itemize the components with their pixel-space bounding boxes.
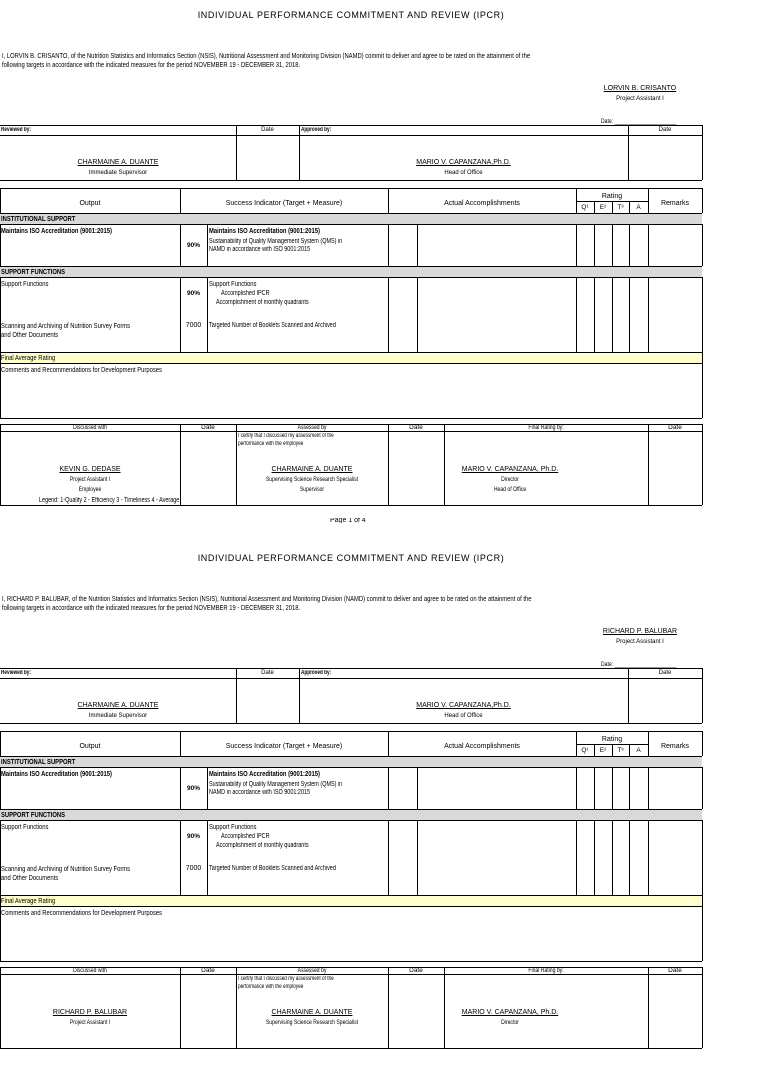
employee-signature-role: Employee (78, 486, 102, 493)
employee-signature-name: RICHARD P. BALUBAR (52, 1009, 128, 1016)
row-scanning-output-line-1: Scanning and Archiving of Nutrition Survey Forms (1, 864, 131, 873)
discussed-with-label: Discussed with (73, 967, 107, 974)
employee-signature-position: Project Assistant I (69, 476, 111, 483)
final-rater-position: Director (501, 1019, 519, 1026)
support-functions-band (0, 266, 702, 277)
col-t-header: T³ (617, 747, 624, 754)
employee-position: Project Assistant I (616, 639, 664, 645)
row-iso-target: 90% (186, 242, 200, 249)
assessor-position: Supervising Science Research Specialist (265, 476, 359, 483)
row-scanning-target: 7000 (185, 865, 202, 872)
col-actual-accomplishments-header: Actual Accomplishments (444, 200, 520, 207)
page-number: Page 1 of 4 (330, 518, 366, 523)
row-scanning-output-line-2: and Other Documents (1, 873, 59, 882)
final-average-rating-label: Final Average Rating (1, 896, 56, 905)
row-scanning-output-line-2: and Other Documents (1, 330, 59, 339)
certify-line-2: performance with the employee (238, 984, 304, 990)
ipcr-form-2 (0, 543, 768, 1083)
approver-name: MARIO V. CAPANZANA,Ph.D. (416, 702, 511, 709)
col-remarks-header: Remarks (660, 200, 689, 207)
row-iso-output: Maintains ISO Accreditation (9001:2015) (1, 226, 112, 235)
row-iso-indicator-line-1: Sustainability of Quality Management System (QMS) in (209, 238, 343, 245)
discussed-with-label: Discussed with (73, 424, 107, 431)
final-date-label: Date (668, 967, 682, 974)
row-iso-output: Maintains ISO Accreditation (9001:2015) (1, 769, 112, 778)
col-output-header: Output (79, 200, 101, 207)
final-rater-position: Director (501, 476, 519, 483)
row-support-indicator-line-1: Accomplished IPCR (221, 833, 270, 840)
row-support-output: Support Functions (1, 279, 49, 288)
row-support-indicator-title: Support Functions (209, 279, 257, 288)
final-rating-by-label: Final Rating by: (528, 424, 564, 431)
section-support-functions: SUPPORT FUNCTIONS (1, 267, 66, 276)
col-output-header: Output (79, 743, 101, 750)
approver-position: Head of Office (444, 713, 483, 719)
intro-line-2: following targets in accordance with the indicated measures for the period NOVEMBER 19 - DECEMBER 31, 2018. (2, 603, 301, 612)
intro-line-2: following targets in accordance with the indicated measures for the period NOVEMBER 19 - DECEMBER 31, 2018. (2, 60, 301, 69)
form-title: INDIVIDUAL PERFORMANCE COMMITMENT AND REVIEW (IPCR) (197, 10, 505, 20)
certify-line-1: I certify that I discussed my assessment of the (238, 433, 334, 439)
assessor-name: CHARMAINE A. DUANTE (271, 1009, 353, 1016)
final-average-band (0, 352, 702, 363)
final-rater-role: Head of Office (493, 486, 527, 493)
col-e-header: E² (599, 747, 607, 754)
row-support-output: Support Functions (1, 822, 49, 831)
section-institutional-support: INSTITUTIONAL SUPPORT (1, 757, 76, 766)
section-support-functions: SUPPORT FUNCTIONS (1, 810, 66, 819)
legend: Legend: 1-Quality 2 - Efficiency 3 - Timeliness 4 - Average (39, 497, 180, 504)
col-success-indicator-header: Success Indicator (Target + Measure) (225, 743, 343, 750)
comments-label: Comments and Recommendations for Development Purposes (1, 365, 162, 374)
approval-date-label: Date (658, 670, 672, 676)
assessor-position: Supervising Science Research Specialist (265, 1019, 359, 1026)
reviewer-name: CHARMAINE A. DUANTE (77, 702, 159, 709)
col-q-header: Q¹ (581, 204, 589, 211)
approver-name: MARIO V. CAPANZANA,Ph.D. (416, 159, 511, 166)
col-e-header: E² (599, 204, 607, 211)
assessor-name: CHARMAINE A. DUANTE (271, 466, 353, 473)
row-support-target: 90% (186, 290, 200, 297)
certify-line-1: I certify that I discussed my assessment of the (238, 976, 334, 982)
intro-line-1: I, LORVIN B. CRISANTO, of the Nutrition Statistics and Informatics Section (NSIS), Nutritional Assessment and Monitoring Division (NAMD) commit to deliver and agree to be rated on the attainment of the (2, 51, 531, 60)
row-support-target: 90% (186, 833, 200, 840)
discussed-date-label: Date (201, 424, 215, 431)
col-remarks-header: Remarks (660, 743, 689, 750)
ipcr-form-1 (0, 0, 768, 540)
discussed-date-label: Date (201, 967, 215, 974)
employee-signature-name: KEVIN G. DEDASE (59, 466, 121, 473)
review-date-label: Date (261, 670, 274, 676)
final-rater-name: MARIO V. CAPANZANA, Ph.D. (461, 466, 559, 473)
col-a-header: A (636, 747, 641, 754)
reviewer-position: Immediate Supervisor (88, 170, 148, 176)
employee-name: RICHARD P. BALUBAR (602, 628, 678, 635)
reviewed-by-label: Reviewed by: (1, 127, 31, 133)
institutional-support-band (0, 756, 702, 767)
final-average-band (0, 895, 702, 906)
col-success-indicator-header: Success Indicator (Target + Measure) (225, 200, 343, 207)
assessed-by-label: Assessed by (297, 424, 327, 431)
reviewed-by-label: Reviewed by: (1, 670, 31, 676)
section-institutional-support: INSTITUTIONAL SUPPORT (1, 214, 76, 223)
row-scanning-target: 7000 (185, 322, 202, 329)
row-support-indicator-title: Support Functions (209, 822, 257, 831)
date-line: Date: ______________________ (601, 661, 677, 668)
employee-position: Project Assistant I (616, 96, 664, 102)
comments-label: Comments and Recommendations for Development Purposes (1, 908, 162, 917)
col-a-header: A (636, 204, 641, 211)
col-q-header: Q¹ (581, 747, 589, 754)
support-functions-band (0, 809, 702, 820)
row-scanning-output-line-1: Scanning and Archiving of Nutrition Survey Forms (1, 321, 131, 330)
final-date-label: Date (668, 424, 682, 431)
employee-name: LORVIN B. CRISANTO (603, 85, 677, 92)
approval-date-label: Date (658, 127, 672, 133)
assessor-role: Supervisor (299, 486, 325, 493)
final-rating-by-label: Final Rating by: (528, 967, 564, 974)
row-support-indicator-line-1: Accomplished IPCR (221, 290, 270, 297)
col-t-header: T³ (617, 204, 624, 211)
row-scanning-indicator: Targeted Number of Booklets Scanned and Archived (209, 865, 336, 872)
row-support-indicator-line-2: Accomplishment of monthly quadrants (216, 299, 309, 306)
row-scanning-indicator: Targeted Number of Booklets Scanned and Archived (209, 322, 336, 329)
institutional-support-band (0, 213, 702, 224)
approver-position: Head of Office (444, 170, 483, 176)
review-date-label: Date (261, 127, 274, 133)
assessed-date-label: Date (409, 424, 423, 431)
row-support-indicator-line-2: Accomplishment of monthly quadrants (216, 842, 309, 849)
form-title: INDIVIDUAL PERFORMANCE COMMITMENT AND REVIEW (IPCR) (197, 553, 505, 563)
final-average-rating-label: Final Average Rating (1, 353, 56, 362)
row-iso-indicator-title: Maintains ISO Accreditation (9001:2015) (209, 226, 320, 235)
reviewer-position: Immediate Supervisor (88, 713, 148, 719)
certify-line-2: performance with the employee (238, 441, 304, 447)
col-rating-header: Rating (601, 193, 623, 200)
assessed-by-label: Assessed by (297, 967, 327, 974)
row-iso-target: 90% (186, 785, 200, 792)
approved-by-label: Approved by: (301, 670, 332, 676)
reviewer-name: CHARMAINE A. DUANTE (77, 159, 159, 166)
employee-signature-position: Project Assistant I (69, 1019, 111, 1026)
approved-by-label: Approved by: (301, 127, 332, 133)
row-iso-indicator-line-2: NAMD in accordance with ISO 9001:2015 (209, 246, 311, 253)
assessed-date-label: Date (409, 967, 423, 974)
row-iso-indicator-title: Maintains ISO Accreditation (9001:2015) (209, 769, 320, 778)
row-iso-indicator-line-2: NAMD in accordance with ISO 9001:2015 (209, 789, 311, 796)
row-iso-indicator-line-1: Sustainability of Quality Management System (QMS) in (209, 781, 343, 788)
date-line: Date: ______________________ (601, 118, 677, 125)
col-rating-header: Rating (601, 736, 623, 743)
final-rater-name: MARIO V. CAPANZANA, Ph.D. (461, 1009, 559, 1016)
intro-line-1: I, RICHARD P. BALUBAR, of the Nutrition Statistics and Informatics Section (NSIS), Nutritional Assessment and Monitoring Division (NAMD) commit to deliver and agree to be rated on the attainment of the (2, 594, 532, 603)
col-actual-accomplishments-header: Actual Accomplishments (444, 743, 520, 750)
